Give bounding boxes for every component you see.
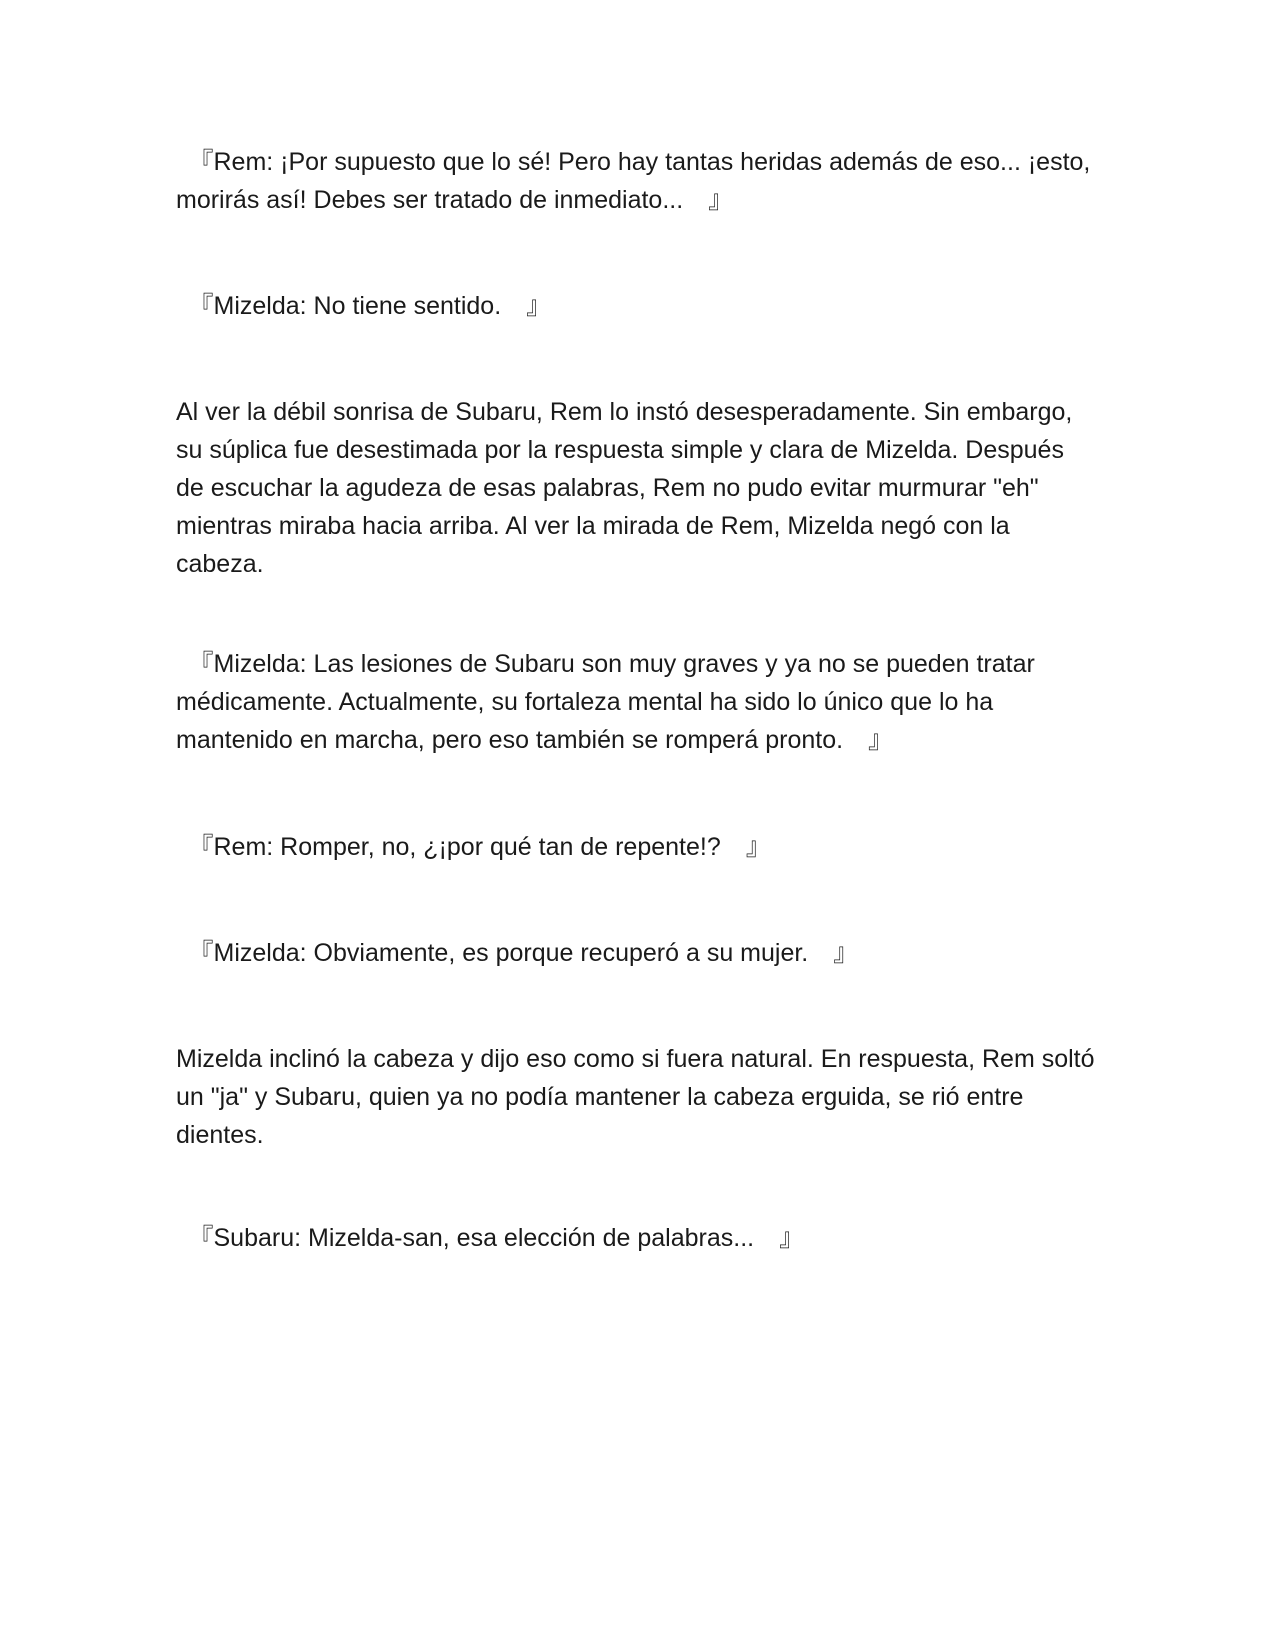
paragraph-mizelda-dialogue-3: 『Mizelda: Obviamente, es porque recuperó a su mujer. 』 [176, 939, 859, 967]
paragraph-mizelda-dialogue-2: 『Mizelda: Las lesiones de Subaru son muy graves y ya no se pueden tratar médicamente. Actualmente, su fortaleza mental ha sido lo único que lo ha mantenido en marcha, pero eso también se romperá pronto. 』 [176, 650, 1042, 754]
paragraph-rem-dialogue-2: 『Rem: Romper, no, ¿¡por qué tan de repente!? 』 [176, 833, 771, 861]
paragraph-narration-1: Al ver la débil sonrisa de Subaru, Rem lo instó desesperadamente. Sin embargo, su súplica fue desestimada por la respuesta simple y clara de Mizelda. Después de escuchar la agudeza de esas palabras, Rem no pudo evitar murmurar "eh" mientras miraba hacia arriba. Al ver la mirada de Rem, Mizelda negó con la cabeza. [176, 398, 1080, 578]
paragraph-narration-2: Mizelda inclinó la cabeza y dijo eso como si fuera natural. En respuesta, Rem soltó un "ja" y Subaru, quien ya no podía mantener la cabeza erguida, se rió entre dientes. [176, 1045, 1102, 1149]
paragraph-subaru-dialogue-1: 『Subaru: Mizelda-san, esa elección de palabras... 』 [176, 1224, 805, 1252]
paragraph-rem-dialogue-1: 『Rem: ¡Por supuesto que lo sé! Pero hay tantas heridas además de eso... ¡esto, morirás así! Debes ser tratado de inmediato... 』 [176, 148, 1098, 214]
paragraph-mizelda-dialogue-1: 『Mizelda: No tiene sentido. 』 [176, 292, 552, 320]
